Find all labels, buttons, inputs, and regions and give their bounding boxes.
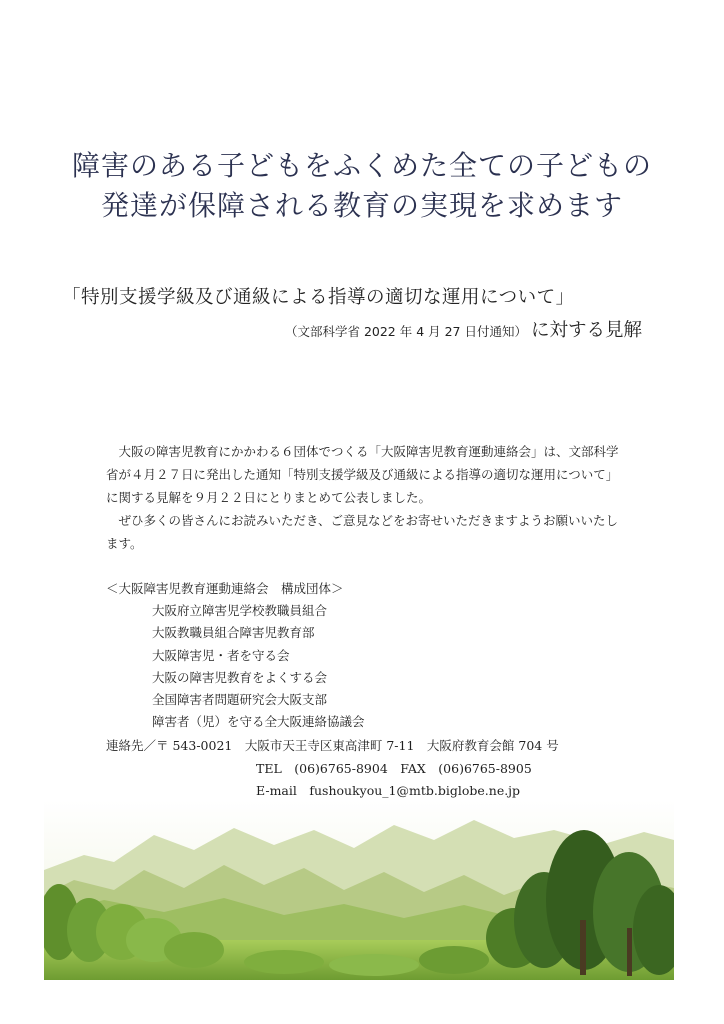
- page-title: [0, 146, 724, 226]
- group-item: 大阪障害児・者を守る会: [152, 647, 290, 663]
- notice-suffix: に対する見解: [530, 320, 642, 341]
- contact-phone: TEL (06)6765-8904 FAX (06)6765-8905: [256, 760, 532, 776]
- body-text: [106, 440, 626, 555]
- group-item: 大阪の障害児教育をよくする会: [152, 669, 328, 685]
- landscape-illustration: [44, 800, 674, 980]
- subtitle: 「特別支援学級及び通級による指導の適切な運用について」: [62, 287, 575, 308]
- contact-info: [106, 735, 559, 803]
- group-item: 全国障害者問題研究会大阪支部: [152, 692, 328, 708]
- member-groups: [106, 578, 365, 733]
- contact-email: E-mail fushoukyou_1@mtb.biglobe.ne.jp: [256, 783, 521, 798]
- group-item: 大阪教職員組合障害児教育部: [152, 625, 315, 641]
- groups-header: ＜大阪障害児教育運動連絡会 構成団体＞: [106, 581, 344, 596]
- title-line-2: 発達が保障される教育の実現を求めます: [100, 189, 623, 222]
- title-line-1: 障害のある子どもをふくめた全ての子どもの: [71, 149, 652, 182]
- group-item: 障害者（児）を守る全大阪連絡協議会: [152, 714, 365, 730]
- paragraph-1: 大阪の障害児教育にかかわる６団体でつくる「大阪障害児教育運動連絡会」は、文部科学省が４月２７日に発出した通知「特別支援学級及び通級による指導の適切な運用について」に関する見解を９月２２日にとりまとめて公表しました。: [106, 444, 619, 505]
- notice-source: （文部科学省 2022 年 4 月 27 日付通知）: [284, 324, 527, 339]
- notice-row: [285, 316, 642, 342]
- group-item: 大阪府立障害児学校教職員組合: [152, 603, 328, 619]
- paragraph-2: ぜひ多くの皆さんにお読みいただき、ご意見などをお寄せいただきますようお願いいたします。: [106, 513, 619, 551]
- contact-address: 連絡先／〒 543-0021 大阪市天王寺区東高津町 7-11 大阪府教育会館 704 号: [106, 738, 559, 753]
